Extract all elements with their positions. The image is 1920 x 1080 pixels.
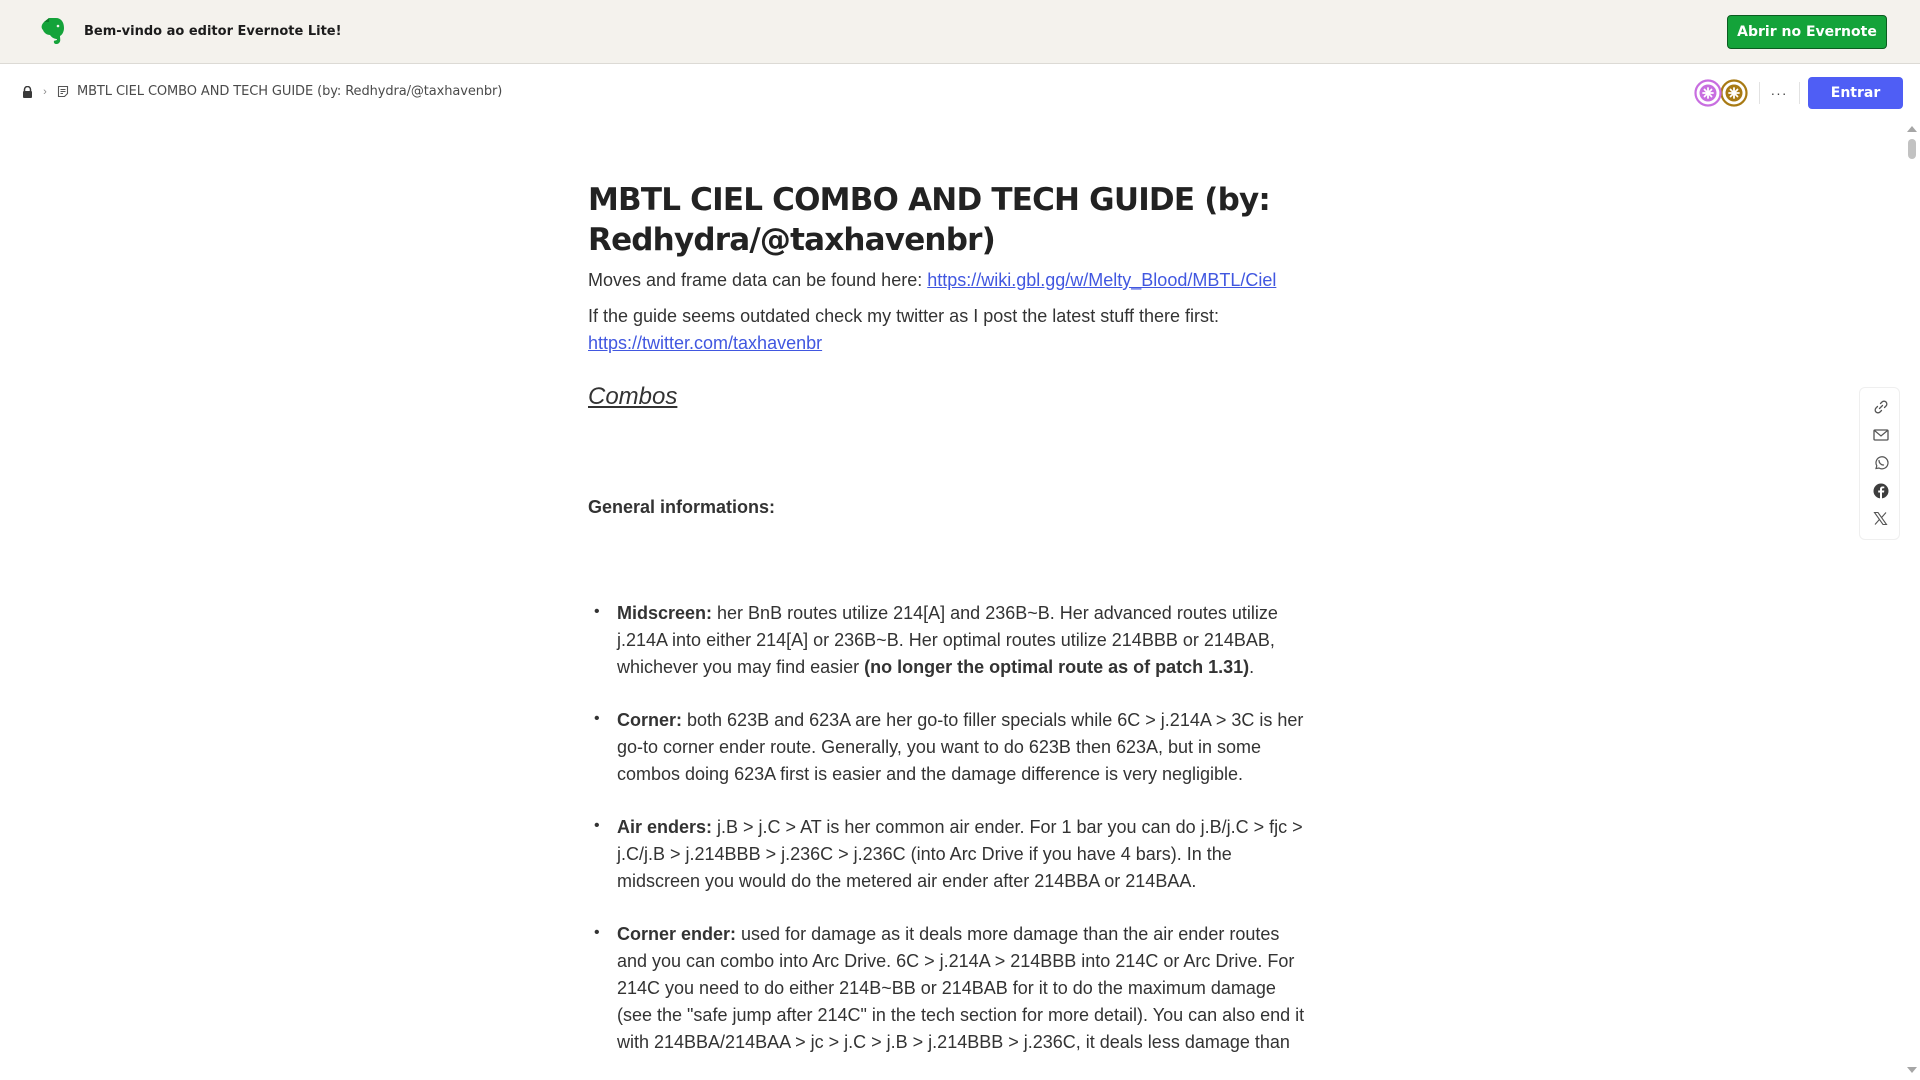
collaborator-avatars[interactable] <box>1694 79 1750 107</box>
item-label: Midscreen: <box>617 603 713 623</box>
general-informations-heading: General informations: <box>588 497 776 517</box>
list-item <box>588 921 1310 1056</box>
item-bold-note: (no longer the optimal route as of patch 1.31) <box>864 657 1250 677</box>
x-icon[interactable] <box>1872 510 1889 527</box>
divider <box>1759 82 1760 104</box>
twitter-link[interactable]: https://twitter.com/taxhavenbr <box>588 333 823 353</box>
paragraph-text: If the guide seems outdated check my twitter as I post the latest stuff there first: <box>588 306 1219 326</box>
avatar-purple[interactable] <box>1694 79 1722 107</box>
share-panel <box>1859 387 1900 540</box>
list-item <box>588 600 1310 681</box>
list-item <box>588 814 1310 895</box>
whatsapp-icon[interactable] <box>1872 454 1889 471</box>
divider <box>1799 82 1800 104</box>
evernote-elephant-icon[interactable] <box>38 16 66 46</box>
frame-data-paragraph <box>588 267 1310 294</box>
link-icon[interactable] <box>1872 398 1889 415</box>
note-content[interactable] <box>588 180 1310 1080</box>
item-text: used for damage as it deals more damage than the air ender routes and you can combo into Arc Drive. 6C > j.214A > 214BBB into 214C or Arc Drive. For 214C you need to do either 214B~BB or 214BAB for it to do the maximum damage (see the "safe jump after 214C" in the tech section for more detail). You can also end it with 214BBA/214BAA > jc > j.C > j.B > j.214BBB > j.236C, it deals less damage than <box>617 924 1305 1052</box>
chevron-right-icon: › <box>43 85 47 98</box>
item-label: Corner: <box>617 710 683 730</box>
scroll-up-arrow[interactable] <box>1907 126 1917 132</box>
breadcrumb-note-title[interactable]: MBTL CIEL COMBO AND TECH GUIDE (by: Redhydra/@taxhavenbr) <box>77 84 503 99</box>
item-text: her BnB routes utilize 214[A] and 236B~B. Her advanced routes utilize j.214A into either 214[A] or 236B~B. Her optimal routes utilize 214BBB or 214BAB, whichever you may find easier <box>617 603 1278 677</box>
item-text: j.B > j.C > AT is her common air ender. For 1 bar you can do j.B/j.C > fjc > j.C/j.B > j.214BBB > j.236C > j.236C (into Arc Drive if you have 4 bars). In the midscreen you would do the metered air ender after 214BBA or 214BAA. <box>617 817 1303 891</box>
avatar-gold[interactable] <box>1720 79 1748 107</box>
info-list <box>588 600 1310 1056</box>
item-tail: . <box>1249 657 1255 677</box>
wiki-link[interactable]: https://wiki.gbl.gg/w/Melty_Blood/MBTL/Ciel <box>927 270 1277 290</box>
item-label: Corner ender: <box>617 924 737 944</box>
welcome-message: Bem-vindo ao editor Evernote Lite! <box>84 24 342 39</box>
email-icon[interactable] <box>1872 426 1889 443</box>
open-in-evernote-button[interactable]: Abrir no Evernote <box>1727 15 1887 49</box>
twitter-paragraph <box>588 303 1310 357</box>
scrollbar-thumb[interactable] <box>1908 139 1916 159</box>
breadcrumb <box>22 84 502 99</box>
note-title[interactable]: MBTL CIEL COMBO AND TECH GUIDE (by: Redhydra/@taxhavenbr) <box>588 182 1270 258</box>
more-options-button[interactable]: ··· <box>1770 85 1788 101</box>
facebook-icon[interactable] <box>1872 482 1889 499</box>
welcome-bar <box>0 0 1920 64</box>
item-text: both 623B and 623A are her go-to filler specials while 6C > j.214A > 3C is her go-to corner ender route. Generally, you want to do 623B then 623A, but in some combos doing 623A first is easier and the damage difference is very negligible. <box>617 710 1304 784</box>
sign-in-button[interactable]: Entrar <box>1808 77 1903 109</box>
note-icon <box>57 85 69 98</box>
item-label: Air enders: <box>617 817 713 837</box>
lock-icon <box>22 86 33 98</box>
scroll-down-arrow[interactable] <box>1907 1067 1917 1073</box>
paragraph-text: Moves and frame data can be found here: <box>588 270 928 290</box>
list-item <box>588 707 1310 788</box>
combos-heading: Combos <box>588 383 678 410</box>
